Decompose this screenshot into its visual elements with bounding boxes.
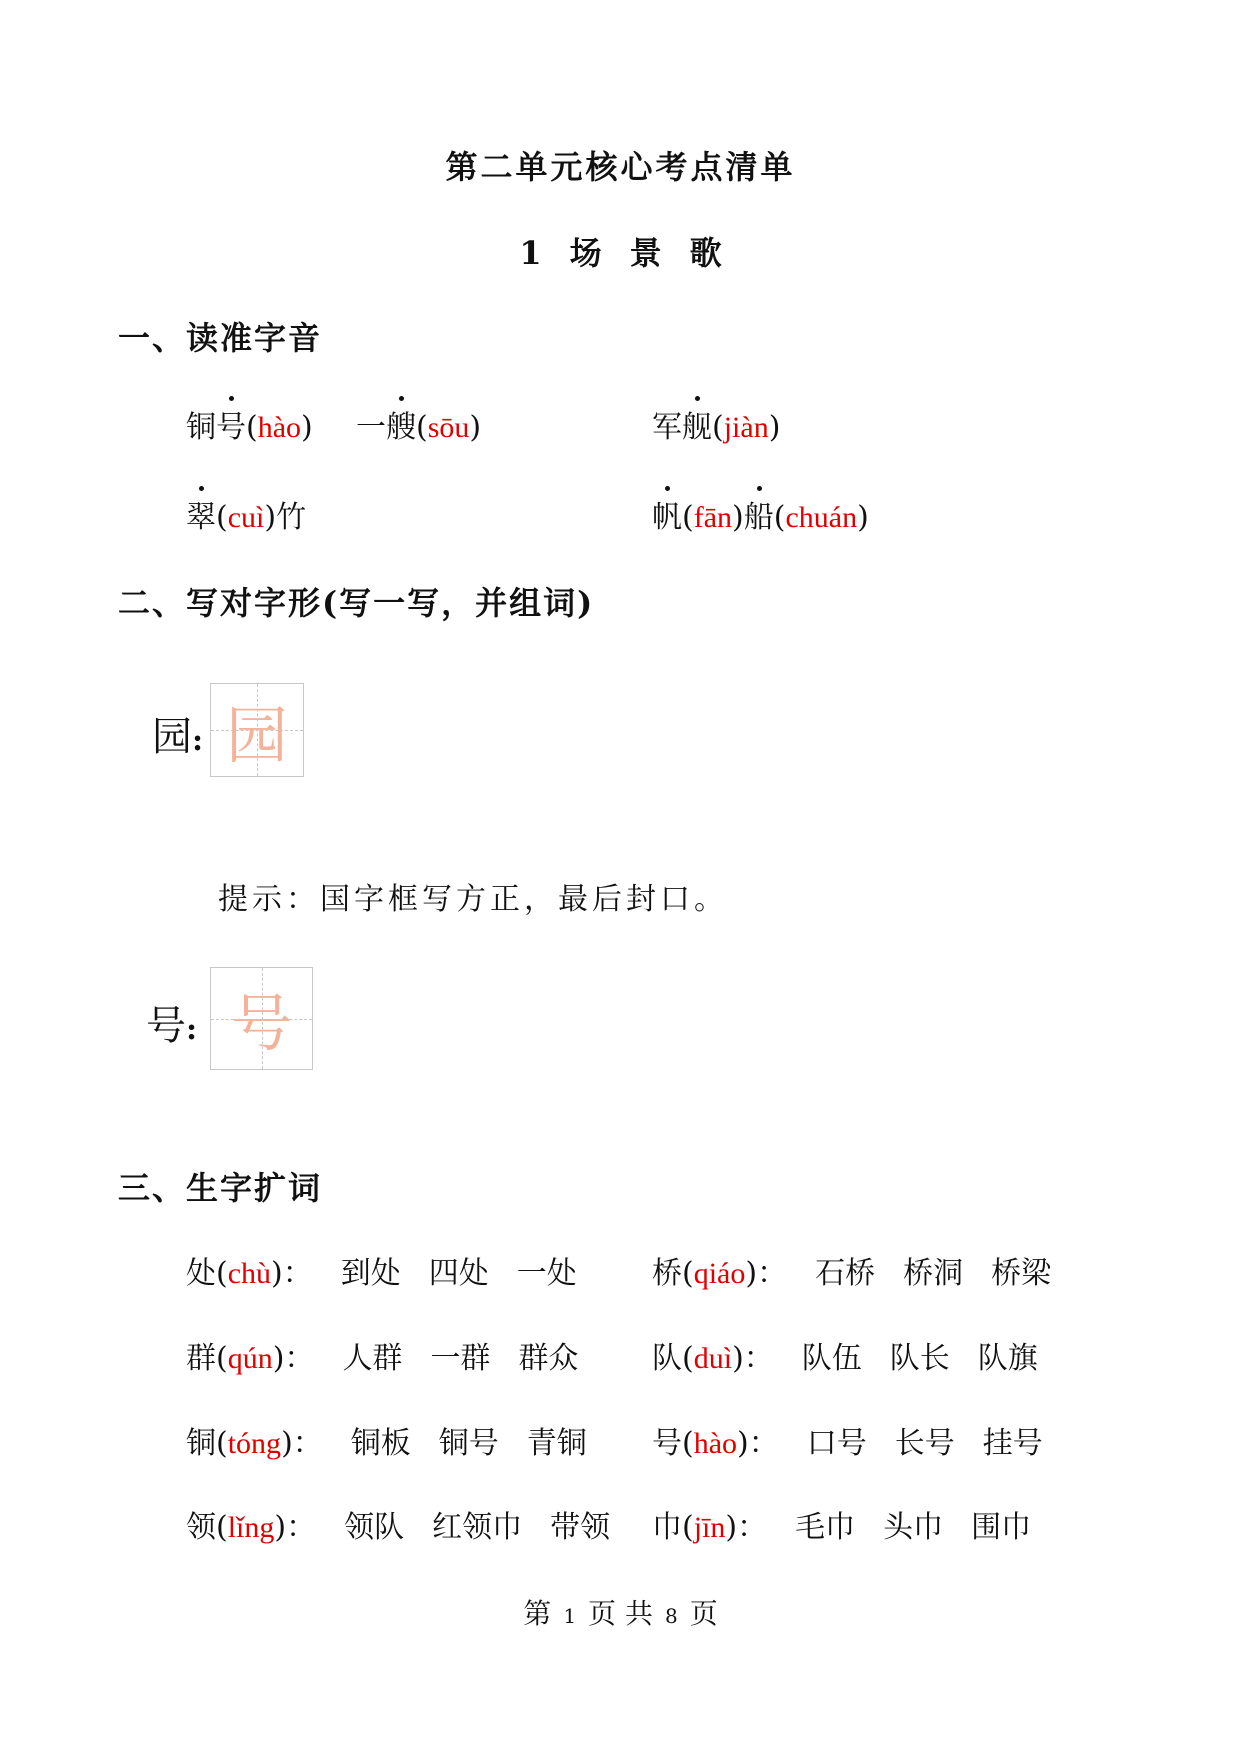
writing-hint: 提示：国字框写方正，最后封口。 (218, 882, 728, 917)
lesson-title (0, 228, 1241, 274)
page-title: 第二单元核心考点清单 (445, 148, 796, 186)
trace-glyph: 号 (230, 987, 293, 1060)
page-number: 1 (563, 1604, 577, 1628)
writing-grid-hao (210, 967, 313, 1070)
section-heading-word-expansion: 三、生字扩词 (118, 1169, 323, 1207)
lesson-name-char: 歌 (689, 234, 722, 272)
word-group: 巾(jīn)： 毛巾 头巾 围巾 (652, 1510, 1032, 1545)
section-heading-pronunciation: 一、读准字音 (118, 319, 323, 357)
word-group: 号(hào)： 口号 长号 挂号 (652, 1426, 1043, 1461)
word-group: 桥(qiáo)： 石桥 桥洞 桥梁 (652, 1256, 1052, 1291)
lesson-number: 1 (519, 234, 542, 272)
char-label-yuan: 园: (152, 714, 204, 760)
page-footer: 第 1 页 共 8 页 (523, 1597, 718, 1630)
word-group: 处(chù)： 到处 四处 一处 (186, 1256, 577, 1291)
lesson-name-char: 景 (629, 234, 662, 272)
pronunciation-item: 军舰(jiàn) (652, 402, 780, 446)
word-group: 铜(tóng)： 铜板 铜号 青铜 (186, 1426, 587, 1461)
char-label-hao: 号: (146, 1003, 198, 1049)
pronunciation-item: 铜号(hào) (186, 402, 313, 446)
writing-grid-yuan (210, 683, 304, 777)
word-group: 领(lǐng)： 领队 红领巾 带领 (186, 1510, 611, 1545)
pronunciation-item: 一艘(sōu) (356, 402, 481, 446)
pronunciation-item: 帆(fān)船(chuán) (652, 492, 869, 536)
page-total: 8 (664, 1604, 678, 1628)
lesson-name-char: 场 (569, 234, 602, 272)
word-group: 群(qún)： 人群 一群 群众 (186, 1341, 579, 1376)
section-heading-writing: 二、写对字形(写一写，并组词) (118, 584, 595, 622)
trace-glyph: 园 (225, 698, 288, 772)
pronunciation-item: 翠(cuì)竹 (186, 492, 306, 536)
word-group: 队(duì)： 队伍 队长 队旗 (652, 1341, 1038, 1376)
